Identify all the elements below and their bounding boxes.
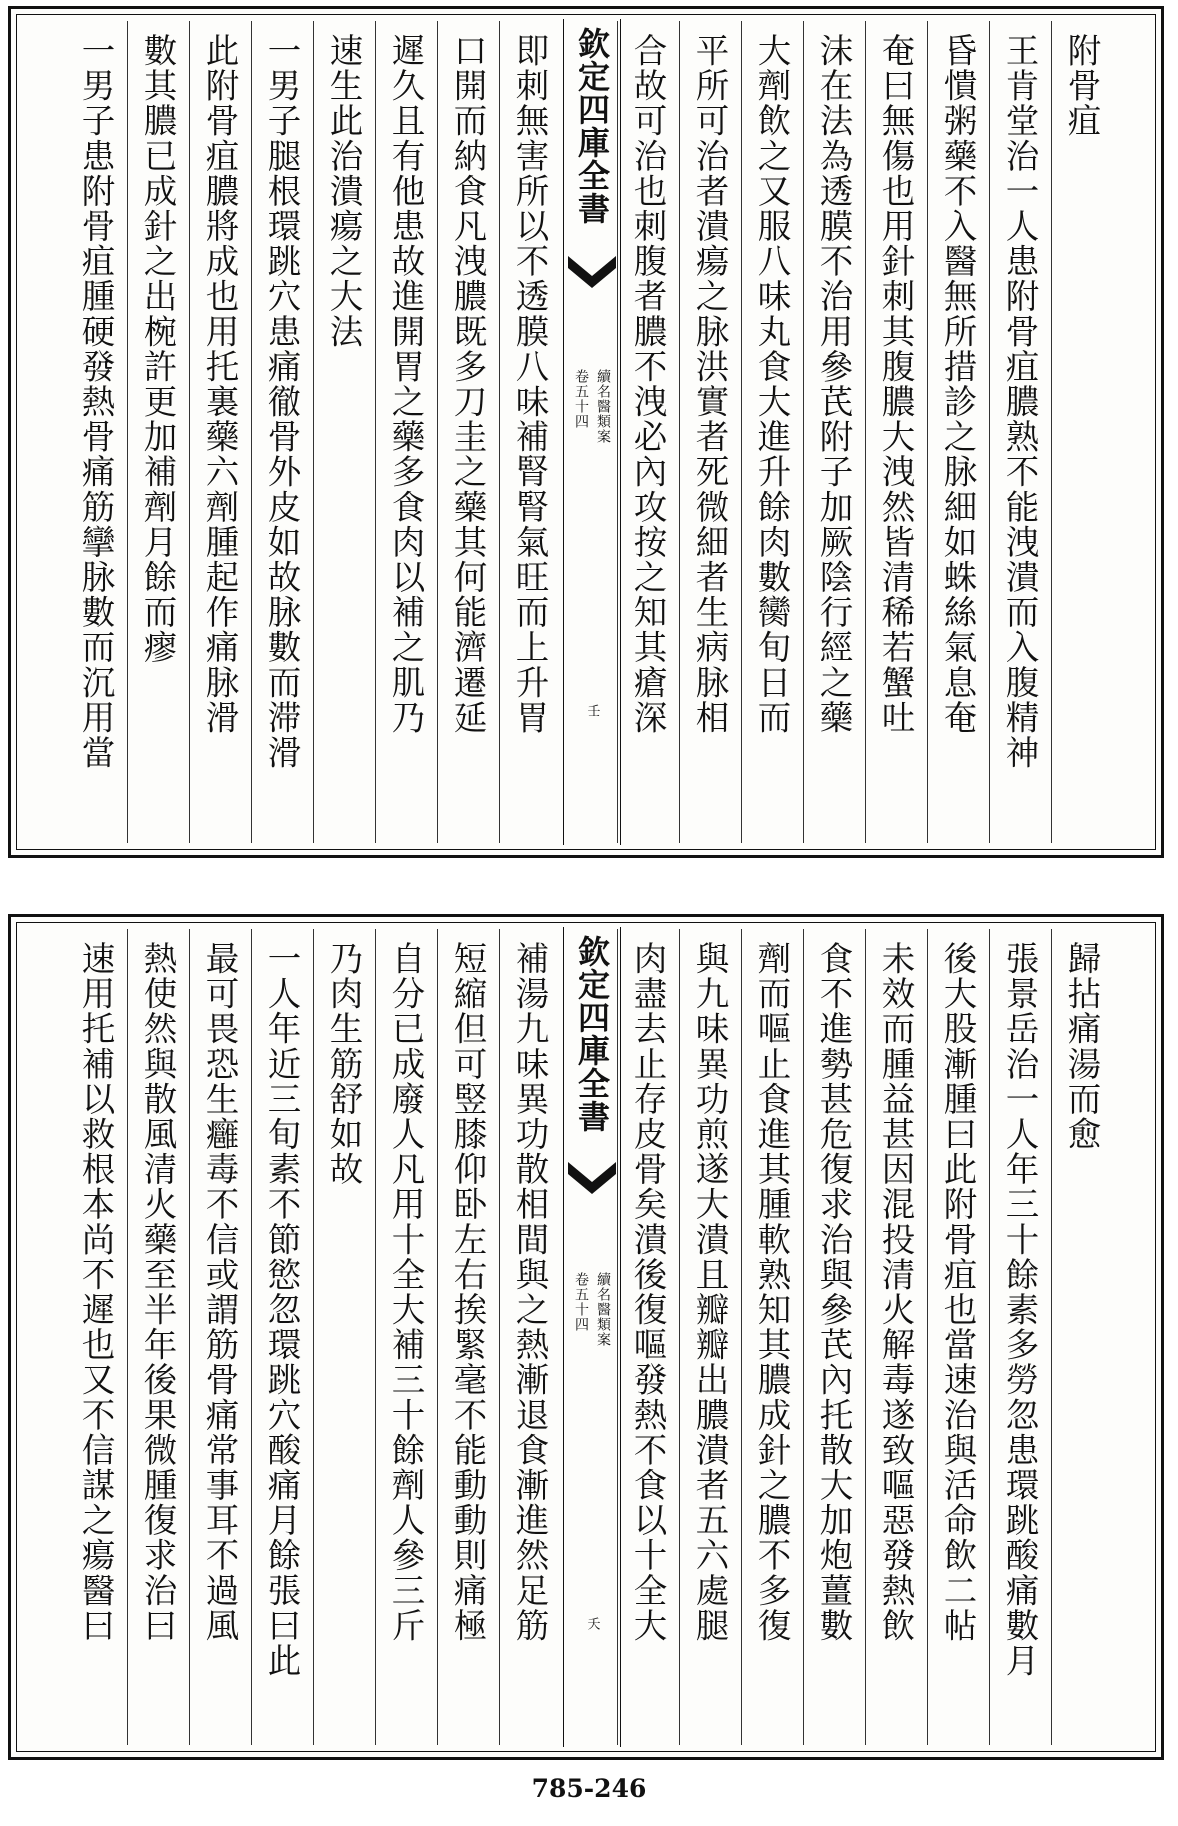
column-divider (375, 21, 376, 843)
column-divider (313, 21, 314, 843)
column-divider (499, 929, 500, 1745)
text-column (1057, 941, 1105, 1152)
column-divider (313, 929, 314, 1745)
column-text: 食不進勢甚危復求治與參芪內托散大加炮薑數 (814, 941, 853, 1643)
book-info (564, 1272, 620, 1347)
column-divider (679, 21, 680, 843)
text-column (443, 941, 491, 1643)
text-column (685, 33, 733, 735)
collection-title (564, 935, 620, 1133)
column-divider (865, 21, 866, 843)
text-column (623, 33, 671, 735)
fish-tail-icon (566, 1160, 618, 1204)
collection-title (564, 27, 620, 225)
text-column (195, 33, 243, 735)
column-text: 即刺無害所以不透膜八味補腎腎氣旺而上升胃 (510, 33, 549, 735)
column-text: 沫在法為透膜不治用參芪附子加厥陰行經之藥 (814, 33, 853, 735)
column-divider (989, 21, 990, 843)
column-divider (803, 21, 804, 843)
volume-label: 卷五十四 (573, 369, 589, 429)
column-divider (499, 21, 500, 843)
column-text: 後大股漸腫曰此附骨疽也當速治與活命飲二帖 (938, 941, 977, 1643)
book-info (564, 369, 620, 444)
column-text: 王肯堂治一人患附骨疽膿熟不能洩潰而入腹精神 (1000, 33, 1039, 771)
column-text: 肉盡去止存皮骨矣潰後復嘔發熱不食以十全大 (628, 941, 667, 1643)
text-column (933, 941, 981, 1643)
column-text: 奄曰無傷也用針刺其腹膿大洩然皆清稀若蟹吐 (876, 33, 915, 735)
column-text: 未效而腫益甚因混投清火解毒遂致嘔惡發熱飲 (876, 941, 915, 1643)
center-strip (563, 927, 621, 1747)
column-text: 合故可治也刺腹者膿不洩必內攻按之知其瘡深 (628, 33, 667, 735)
column-text: 平所可治者潰瘍之脉洪實者死微細者生病脉相 (690, 33, 729, 735)
column-text: 速用托補以救根本尚不遲也又不信謀之瘍醫曰 (76, 941, 115, 1643)
text-column (133, 33, 181, 665)
column-divider (989, 929, 990, 1745)
text-column (809, 33, 857, 735)
text-column (933, 33, 981, 735)
column-divider (1051, 929, 1052, 1745)
column-text: 此附骨疽膿將成也用托裏藥六劑腫起作痛脉滑 (200, 33, 239, 735)
column-text: 一男子患附骨疽腫硬發熱骨痛筋攣脉數而沉用當 (76, 33, 115, 771)
text-column (319, 941, 367, 1187)
text-column (623, 941, 671, 1643)
text-column (133, 941, 181, 1643)
text-column (319, 33, 367, 349)
text-column (257, 941, 305, 1678)
book-title: 續名醫類案 (595, 369, 611, 444)
text-column (809, 941, 857, 1643)
column-divider (251, 929, 252, 1745)
column-text: 補湯九味異功散相間與之熱漸退食漸進然足筋 (510, 941, 549, 1643)
column-text: 熱使然與散風清火藥至半年後果微腫復求治曰 (138, 941, 177, 1643)
text-column (505, 941, 553, 1643)
column-divider (189, 929, 190, 1745)
text-column (443, 33, 491, 735)
text-column (1057, 33, 1105, 138)
column-divider (927, 21, 928, 843)
page-number (564, 704, 620, 717)
column-text: 速生此治潰瘍之大法 (324, 33, 363, 349)
column-text: 遲久且有他患故進開胃之藥多食肉以補之肌乃 (386, 33, 425, 735)
volume-label: 卷五十四 (573, 1272, 589, 1332)
column-divider (865, 929, 866, 1745)
text-column (71, 941, 119, 1643)
column-text: 口開而納食凡洩膿既多刀圭之藥其何能濟遷延 (448, 33, 487, 735)
column-text: 歸拈痛湯而愈 (1062, 941, 1101, 1152)
column-text: 劑而嘔止食進其腫軟熟知其膿成針之膿不多復 (752, 941, 791, 1643)
center-strip (563, 19, 621, 845)
image-reference-number: 785-246 (531, 1774, 647, 1803)
column-divider (741, 929, 742, 1745)
column-divider (927, 929, 928, 1745)
page-number-text: 壬 (584, 704, 600, 717)
header-title: 欽定四庫全書 (573, 935, 611, 1133)
column-text: 張景岳治一人年三十餘素多勞忽患環跳酸痛數月 (1000, 941, 1039, 1679)
column-divider (617, 929, 618, 1745)
column-text: 自分已成廢人凡用十全大補三十餘劑人參三斤 (386, 941, 425, 1643)
text-column (71, 33, 119, 770)
column-divider (803, 929, 804, 1745)
column-text: 數其膿已成針之出椀許更加補劑月餘而瘳 (138, 33, 177, 665)
text-column (685, 941, 733, 1643)
page-number (564, 1617, 620, 1630)
column-text: 乃肉生筋舒如故 (324, 941, 363, 1187)
text-column (195, 941, 243, 1643)
column-divider (127, 929, 128, 1745)
text-column (747, 941, 795, 1643)
fish-tail-icon (566, 254, 618, 298)
text-column (505, 33, 553, 735)
top-page (8, 6, 1164, 858)
book-title: 續名醫類案 (595, 1272, 611, 1347)
column-divider (679, 929, 680, 1745)
column-text: 一男子腿根環跳穴患痛徹骨外皮如故脉數而滞滑 (262, 33, 301, 771)
column-text: 昏憒粥藥不入醫無所措診之脉細如蛛絲氣息奄 (938, 33, 977, 735)
column-text: 一人年近三旬素不節慾忽環跳穴酸痛月餘張曰此 (262, 941, 301, 1679)
column-divider (741, 21, 742, 843)
header-title: 欽定四庫全書 (573, 27, 611, 225)
column-text: 與九味異功煎遂大潰且瓣瓣出膿潰者五六處腿 (690, 941, 729, 1643)
text-column (381, 941, 429, 1643)
text-column (257, 33, 305, 770)
text-column (995, 941, 1043, 1678)
page-number-text: 夭 (584, 1617, 600, 1630)
column-text: 大劑飲之又服八味丸食大進升餘肉數臠旬日而 (752, 33, 791, 735)
column-text: 短縮但可竪膝仰卧左右挨緊毫不能動動則痛極 (448, 941, 487, 1643)
text-column (381, 33, 429, 735)
column-divider (437, 21, 438, 843)
text-column (747, 33, 795, 735)
text-column (995, 33, 1043, 770)
text-column (871, 33, 919, 735)
column-text: 最可畏恐生癰毒不信或謂筋骨痛常事耳不過風 (200, 941, 239, 1643)
column-divider (617, 21, 618, 843)
column-divider (251, 21, 252, 843)
column-divider (189, 21, 190, 843)
section-heading: 附骨疽 (1062, 33, 1101, 139)
bottom-page (8, 914, 1164, 1760)
column-divider (437, 929, 438, 1745)
column-divider (375, 929, 376, 1745)
text-column (871, 941, 919, 1643)
column-divider (127, 21, 128, 843)
column-divider (1051, 21, 1052, 843)
